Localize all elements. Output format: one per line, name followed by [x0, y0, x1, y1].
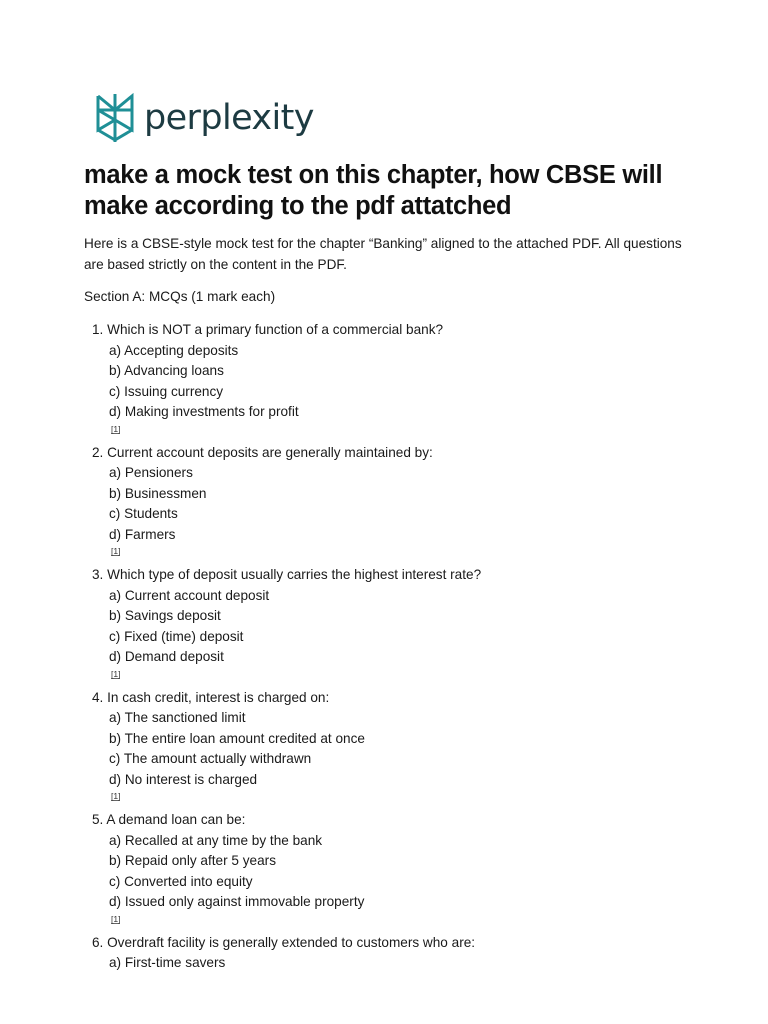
answer-option: b) Savings deposit	[109, 608, 221, 623]
answer-option: b) Repaid only after 5 years	[109, 853, 276, 868]
answer-option: a) First-time savers	[109, 955, 226, 970]
question-item	[92, 443, 692, 556]
brand-name: perplexity	[144, 97, 314, 138]
answer-option: c) Converted into equity	[109, 873, 253, 889]
citation-link[interactable]: [1]	[111, 791, 121, 801]
answer-option: d) No interest is charged	[109, 771, 258, 787]
page-title: make a mock test on this chapter, how CBSE will make according to the pdf attatched	[84, 161, 663, 220]
question-text: 3. Which type of deposit usually carries the highest interest rate?	[92, 567, 482, 582]
answer-option: d) Farmers	[109, 526, 176, 542]
perplexity-logo-icon	[94, 92, 136, 144]
section-heading: Section A: MCQs (1 mark each)	[84, 289, 276, 304]
answer-option: d) Demand deposit	[109, 649, 224, 664]
question-text: 4. In cash credit, interest is charged on:	[92, 689, 330, 705]
answer-option: c) Students	[109, 506, 178, 521]
answer-option: d) Making investments for profit	[109, 404, 299, 419]
answer-option: a) Recalled at any time by the bank	[109, 832, 323, 848]
answer-option: b) Businessmen	[109, 485, 207, 501]
answer-option: a) Pensioners	[109, 465, 193, 480]
question-list	[92, 320, 692, 988]
citation-link[interactable]: [1]	[111, 913, 121, 924]
intro-paragraph: Here is a CBSE-style mock test for the chapter “Banking” aligned to the attached PDF. All questions are based strictly on the content in the PDF.	[84, 236, 682, 272]
citation-link[interactable]: [1]	[111, 668, 121, 679]
question-item	[92, 933, 692, 974]
answer-option: c) The amount actually withdrawn	[109, 751, 312, 766]
answer-option: c) Issuing currency	[109, 383, 224, 399]
question-text: 2. Current account deposits are generally maintained by:	[92, 444, 433, 460]
perplexity-logo	[94, 92, 314, 144]
answer-option: a) The sanctioned limit	[109, 710, 246, 725]
citation-link[interactable]: [1]	[111, 546, 121, 556]
question-text: 6. Overdraft facility is generally extended to customers who are:	[92, 934, 476, 950]
question-item	[92, 810, 692, 924]
question-item	[92, 320, 692, 434]
answer-option: a) Current account deposit	[109, 587, 270, 603]
answer-option: b) Advancing loans	[109, 363, 224, 378]
question-item	[92, 688, 692, 801]
answer-option: d) Issued only against immovable property	[109, 894, 365, 909]
question-text: 1. Which is NOT a primary function of a commercial bank?	[92, 322, 444, 337]
answer-option: b) The entire loan amount credited at once	[109, 730, 365, 746]
question-text: 5. A demand loan can be:	[92, 812, 246, 827]
answer-option: a) Accepting deposits	[109, 342, 239, 358]
question-item	[92, 565, 692, 679]
answer-option: c) Fixed (time) deposit	[109, 628, 244, 644]
citation-link[interactable]: [1]	[111, 423, 121, 434]
